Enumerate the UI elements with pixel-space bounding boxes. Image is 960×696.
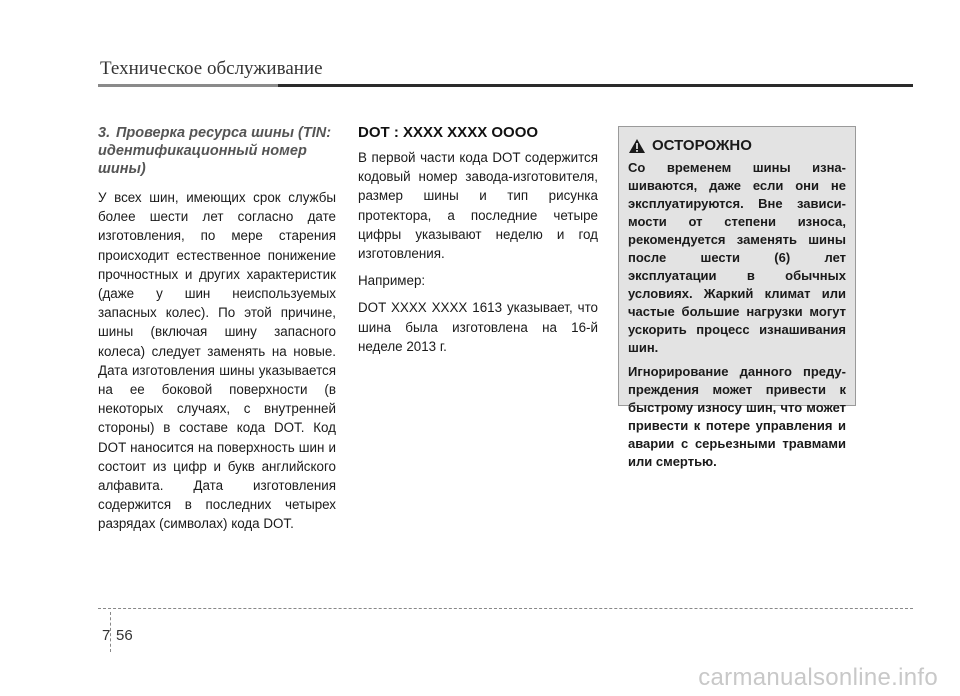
left-column (98, 124, 336, 534)
tire-age-paragraph: У всех шин, имеющих срок службы более шести лет согласно дате изготовления, по мере старения происходит естественное понижение прочностных и других характеристик (даже у шин неиспользуемых запасных колес). По этой причине, шины (включая шину запасного колеса) следует заменять на новые. Дата изготовления шины указывается на ее боковой поверхности (в некоторых случаях, с внутренней стороны) в составе кода DOT. Код DOT наносится на поверхность шин и состоит из цифр и букв английского алфавита. Дата изготовления содержится в последних четырех разрядах (символах) кода DOT. (98, 190, 336, 532)
page-number-separator (110, 612, 111, 652)
subsection-number: 3. (98, 125, 111, 141)
example-label: Например: (358, 273, 426, 289)
subsection-heading-text: Проверка ресурса шины (TIN: идентификационный номер шины) (98, 125, 332, 177)
warning-paragraph-2: Игнорирование данного преду-преждения может привести к быстрому износу шин, что может привести к потере управления и аварии с серьезными травмами или смертью. (628, 364, 846, 469)
warning-triangle-icon (628, 138, 646, 154)
warning-heading (628, 137, 846, 155)
warning-box (618, 126, 856, 469)
dot-code-heading: DOT : XXXX XXXX OOOO (358, 124, 539, 141)
subsection-heading (98, 124, 336, 178)
example-paragraph: DOT XXXX XXXX 1613 указывает, что шина была изготовлена на 16-й неделе 2013 г. (358, 300, 598, 354)
section-title: Техническое обслуживание (100, 58, 323, 79)
warning-paragraph-1: Со временем шины изна-шиваются, даже если они не эксплуатируются. Вне зависи-мости от степени износа, рекомендуется заменять шины после шести (6) лет эксплуатации в обычных условиях. Жаркий климат или частые большие нагрузки могут ускорить процесс изнашивания шин. (628, 160, 846, 355)
header-rule-accent (98, 84, 278, 87)
dot-explanation-paragraph: В первой части кода DOT содержится кодовый номер завода-изготовителя, размер шины и тип рисунка протектора, а последние четыре цифры указывают неделю и год изготовления. (358, 150, 598, 262)
watermark: carmanualsonline.info (698, 664, 938, 691)
middle-column (358, 124, 598, 356)
footer-rule (98, 608, 913, 609)
chapter-number: 7 (102, 627, 111, 644)
warning-title: ОСТОРОЖНО (652, 137, 752, 154)
page-number: 56 (116, 627, 133, 644)
